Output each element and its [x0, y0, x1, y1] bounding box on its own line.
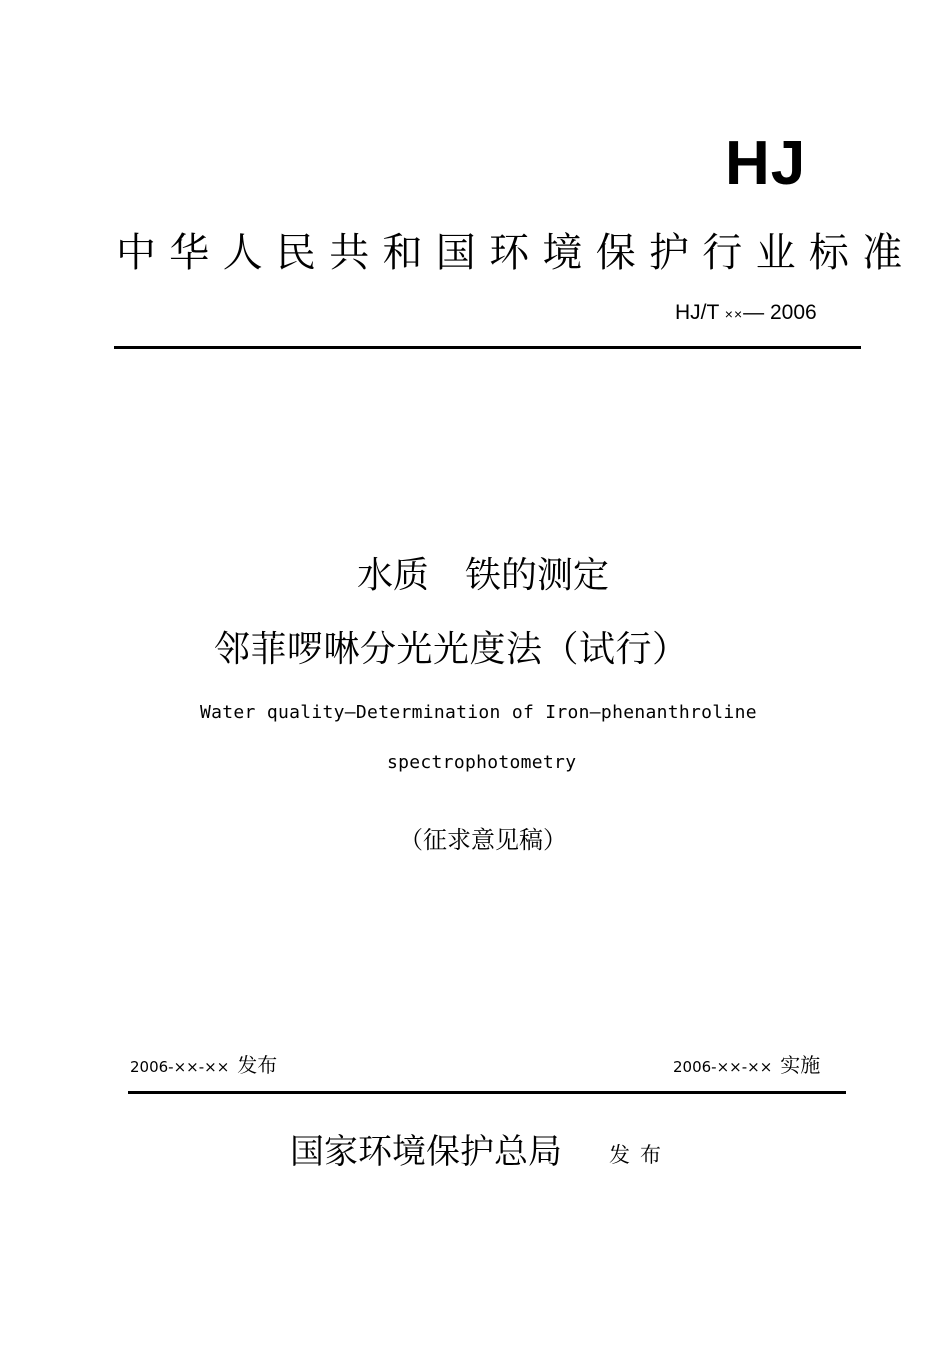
issuer-name: 国家环境保护总局 [290, 1132, 562, 1172]
effective-label: 实施 [780, 1053, 821, 1077]
standard-year: — 2006 [743, 301, 817, 324]
title-cn-line1: 水质 铁的测定 [356, 555, 609, 596]
issuer-action: 发布 [609, 1143, 671, 1167]
standard-prefix: HJ/T [675, 301, 719, 324]
effective-date: 2006-××-×× [673, 1058, 773, 1076]
title-en-line1: Water quality—Determination of Iron—phenanthroline [200, 702, 757, 723]
hj-logo: HJ [725, 129, 807, 198]
org-title: 中华人民共和国环境保护行业标准 [116, 230, 916, 276]
top-divider [114, 346, 861, 349]
title-en-line2: spectrophotometry [387, 752, 577, 773]
effective-date-block [673, 1050, 820, 1082]
standard-placeholder: ×× [724, 306, 744, 322]
standard-number [675, 298, 817, 329]
draft-note: （征求意见稿） [399, 826, 567, 854]
publish-label: 发布 [237, 1053, 278, 1077]
publish-date-block [130, 1050, 277, 1082]
bottom-divider [128, 1091, 846, 1094]
publish-date: 2006-××-×× [130, 1058, 230, 1076]
title-cn-line2: 邻菲啰啉分光光度法（试行） [214, 629, 689, 670]
